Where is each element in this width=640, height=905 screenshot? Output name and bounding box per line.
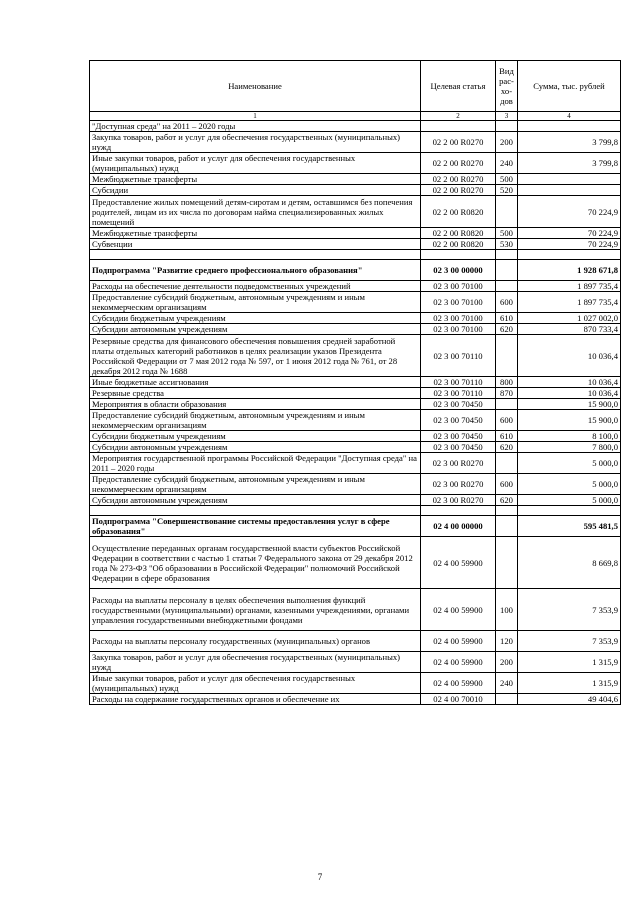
name-cell: Субвенции (90, 239, 421, 250)
table-row (90, 377, 621, 388)
expense-type-cell: 800 (496, 377, 518, 388)
sum-cell: 49 404,6 (518, 694, 621, 705)
table-row (90, 239, 621, 250)
target-code-cell: 02 3 00 70450 (421, 410, 496, 431)
sum-cell: 8 669,8 (518, 537, 621, 589)
table-row (90, 196, 621, 228)
table-row (90, 410, 621, 431)
expense-type-cell: 610 (496, 431, 518, 442)
expense-type-cell (496, 694, 518, 705)
sum-cell: 70 224,9 (518, 228, 621, 239)
column-number: 4 (518, 112, 621, 121)
sum-cell: 1 897 735,4 (518, 292, 621, 313)
expense-type-cell (496, 260, 518, 281)
name-cell: Закупка товаров, работ и услуг для обеспечения государственных (муниципальных) нужд (90, 652, 421, 673)
sum-cell (518, 185, 621, 196)
table-row (90, 673, 621, 694)
sum-cell: 10 036,4 (518, 335, 621, 377)
column-number-row (90, 112, 621, 121)
sum-cell: 7 353,9 (518, 589, 621, 631)
name-cell: Мероприятия в области образования (90, 399, 421, 410)
sum-cell: 70 224,9 (518, 239, 621, 250)
sum-cell (518, 121, 621, 132)
target-code-cell: 02 3 00 70100 (421, 281, 496, 292)
table-row (90, 431, 621, 442)
expense-type-cell (496, 196, 518, 228)
table-row (90, 132, 621, 153)
header-target: Целевая статья (421, 61, 496, 112)
target-code-cell: 02 4 00 59900 (421, 631, 496, 652)
expense-type-cell: 240 (496, 153, 518, 174)
expense-type-cell: 600 (496, 474, 518, 495)
sum-cell: 5 000,0 (518, 474, 621, 495)
header-type: Вид рас-хо-дов (496, 61, 518, 112)
table-row (90, 631, 621, 652)
expense-type-cell (496, 537, 518, 589)
target-code-cell: 02 4 00 59900 (421, 537, 496, 589)
name-cell: Субсидии автономным учреждениям (90, 495, 421, 506)
target-code-cell: 02 4 00 00000 (421, 516, 496, 537)
sum-cell: 8 100,0 (518, 431, 621, 442)
column-number: 3 (496, 112, 518, 121)
table-row (90, 388, 621, 399)
target-code-cell: 02 3 00 70110 (421, 335, 496, 377)
name-cell: Подпрограмма "Совершенствование системы предоставления услуг в сфере образования" (90, 516, 421, 537)
expense-type-cell (496, 399, 518, 410)
sum-cell (518, 174, 621, 185)
target-code-cell: 02 3 00 70100 (421, 292, 496, 313)
expense-type-cell (496, 281, 518, 292)
table-row (90, 442, 621, 453)
header-sum: Сумма, тыс. рублей (518, 61, 621, 112)
name-cell: "Доступная среда" на 2011 – 2020 годы (90, 121, 421, 132)
sum-cell: 15 900,0 (518, 410, 621, 431)
column-number: 2 (421, 112, 496, 121)
sum-cell: 3 799,8 (518, 132, 621, 153)
target-code-cell: 02 3 00 70450 (421, 431, 496, 442)
table-row (90, 174, 621, 185)
name-cell: Предоставление жилых помещений детям-сиротам и детям, оставшимся без попечения родителей, лицам из их числа по договорам найма специализированных жилых помещений (90, 196, 421, 228)
spacer-row (90, 506, 621, 516)
target-code-cell: 02 3 00 70450 (421, 399, 496, 410)
name-cell: Межбюджетные трансферты (90, 174, 421, 185)
sum-cell: 870 733,4 (518, 324, 621, 335)
expense-type-cell: 620 (496, 324, 518, 335)
name-cell: Мероприятия государственной программы Российской Федерации "Доступная среда" на 2011 – 2020 годы (90, 453, 421, 474)
expense-type-cell: 600 (496, 292, 518, 313)
expense-type-cell: 200 (496, 132, 518, 153)
table-row (90, 292, 621, 313)
spacer-cell (421, 506, 496, 516)
name-cell: Иные закупки товаров, работ и услуг для обеспечения государственных (муниципальных) нужд (90, 673, 421, 694)
expense-type-cell: 870 (496, 388, 518, 399)
budget-table (89, 60, 621, 705)
name-cell: Расходы на выплаты персоналу государственных (муниципальных) органов (90, 631, 421, 652)
subprogram-row (90, 516, 621, 537)
table-row (90, 121, 621, 132)
name-cell: Субсидии бюджетным учреждениям (90, 313, 421, 324)
expense-type-cell (496, 516, 518, 537)
target-code-cell: 02 2 00 R0270 (421, 153, 496, 174)
name-cell: Субсидии бюджетным учреждениям (90, 431, 421, 442)
name-cell: Предоставление субсидий бюджетным, автономным учреждениям и иным некоммерческим организациям (90, 292, 421, 313)
expense-type-cell: 610 (496, 313, 518, 324)
table-row (90, 474, 621, 495)
target-code-cell: 02 4 00 70010 (421, 694, 496, 705)
name-cell: Резервные средства (90, 388, 421, 399)
sum-cell: 595 481,5 (518, 516, 621, 537)
spacer-cell (90, 250, 421, 260)
spacer-cell (421, 250, 496, 260)
table-row (90, 694, 621, 705)
header-name: Наименование (90, 61, 421, 112)
target-code-cell: 02 2 00 R0820 (421, 196, 496, 228)
sum-cell: 15 900,0 (518, 399, 621, 410)
expense-type-cell: 120 (496, 631, 518, 652)
target-code-cell: 02 3 00 70110 (421, 377, 496, 388)
table-row (90, 453, 621, 474)
subprogram-row (90, 260, 621, 281)
name-cell: Межбюджетные трансферты (90, 228, 421, 239)
table-row (90, 153, 621, 174)
target-code-cell: 02 4 00 59900 (421, 589, 496, 631)
table-row (90, 495, 621, 506)
target-code-cell: 02 3 00 70100 (421, 313, 496, 324)
name-cell: Иные закупки товаров, работ и услуг для обеспечения государственных (муниципальных) нужд (90, 153, 421, 174)
table-row (90, 313, 621, 324)
sum-cell: 10 036,4 (518, 388, 621, 399)
name-cell: Иные бюджетные ассигнования (90, 377, 421, 388)
sum-cell: 1 315,9 (518, 673, 621, 694)
expense-type-cell: 500 (496, 174, 518, 185)
spacer-row (90, 250, 621, 260)
sum-cell: 1 928 671,8 (518, 260, 621, 281)
name-cell: Расходы на содержание государственных органов и обеспечение их (90, 694, 421, 705)
sum-cell: 1 315,9 (518, 652, 621, 673)
sum-cell: 7 353,9 (518, 631, 621, 652)
expense-type-cell: 520 (496, 185, 518, 196)
column-number: 1 (90, 112, 421, 121)
expense-type-cell: 240 (496, 673, 518, 694)
table-row (90, 399, 621, 410)
table-row (90, 228, 621, 239)
page-number: 7 (317, 872, 323, 882)
sum-cell: 7 800,0 (518, 442, 621, 453)
table-row (90, 589, 621, 631)
sum-cell: 10 036,4 (518, 377, 621, 388)
name-cell: Осуществление переданных органам государственной власти субъектов Российской Федерации в соответствии с частью 1 статьи 7 Федерального закона от 29 декабря 2012 года № 273-ФЗ "Об образовании в Российской Федерации" полномочий Российской Федерации в сфере образования (90, 537, 421, 589)
table-header-row (90, 61, 621, 112)
name-cell: Подпрограмма "Развитие среднего профессионального образования" (90, 260, 421, 281)
sum-cell: 5 000,0 (518, 453, 621, 474)
expense-type-cell: 530 (496, 239, 518, 250)
spacer-cell (496, 506, 518, 516)
target-code-cell: 02 4 00 59900 (421, 673, 496, 694)
expense-type-cell: 620 (496, 442, 518, 453)
target-code-cell: 02 2 00 R0270 (421, 174, 496, 185)
expense-type-cell: 620 (496, 495, 518, 506)
sum-cell: 70 224,9 (518, 196, 621, 228)
expense-type-cell: 100 (496, 589, 518, 631)
expense-type-cell (496, 121, 518, 132)
table-row (90, 335, 621, 377)
target-code-cell: 02 3 00 R0270 (421, 495, 496, 506)
spacer-cell (90, 506, 421, 516)
name-cell: Резервные средства для финансового обеспечения повышения средней заработной платы отдельных категорий работников в целях реализации указов Президента Российской Федерации от 7 мая 2012 года № 597, от 1 июня 2012 года № 761, от 28 декабря 2012 года № 1688 (90, 335, 421, 377)
target-code-cell: 02 3 00 70100 (421, 324, 496, 335)
target-code-cell: 02 3 00 R0270 (421, 474, 496, 495)
sum-cell: 5 000,0 (518, 495, 621, 506)
table-row (90, 185, 621, 196)
target-code-cell (421, 121, 496, 132)
name-cell: Расходы на обеспечение деятельности подведомственных учреждений (90, 281, 421, 292)
name-cell: Предоставление субсидий бюджетным, автономным учреждениям и иным некоммерческим организациям (90, 474, 421, 495)
target-code-cell: 02 2 00 R0820 (421, 239, 496, 250)
table-row (90, 281, 621, 292)
target-code-cell: 02 4 00 59900 (421, 652, 496, 673)
expense-type-cell: 500 (496, 228, 518, 239)
target-code-cell: 02 3 00 70110 (421, 388, 496, 399)
spacer-cell (518, 250, 621, 260)
target-code-cell: 02 3 00 70450 (421, 442, 496, 453)
sum-cell: 1 027 002,0 (518, 313, 621, 324)
sum-cell: 1 897 735,4 (518, 281, 621, 292)
expense-type-cell: 200 (496, 652, 518, 673)
spacer-cell (496, 250, 518, 260)
name-cell: Закупка товаров, работ и услуг для обеспечения государственных (муниципальных) нужд (90, 132, 421, 153)
target-code-cell: 02 2 00 R0270 (421, 132, 496, 153)
expense-type-cell (496, 335, 518, 377)
target-code-cell: 02 3 00 R0270 (421, 453, 496, 474)
name-cell: Субсидии (90, 185, 421, 196)
target-code-cell: 02 2 00 R0820 (421, 228, 496, 239)
table-row (90, 324, 621, 335)
target-code-cell: 02 3 00 00000 (421, 260, 496, 281)
name-cell: Субсидии автономным учреждениям (90, 324, 421, 335)
sum-cell: 3 799,8 (518, 153, 621, 174)
name-cell: Субсидии автономным учреждениям (90, 442, 421, 453)
expense-type-cell (496, 453, 518, 474)
spacer-cell (518, 506, 621, 516)
table-row (90, 537, 621, 589)
table-row (90, 652, 621, 673)
name-cell: Расходы на выплаты персоналу в целях обеспечения выполнения функций государственными (муниципальными) органами, казенными учреждениями, органами управления государственными внебюджетными фондами (90, 589, 421, 631)
name-cell: Предоставление субсидий бюджетным, автономным учреждениям и иным некоммерческим организациям (90, 410, 421, 431)
expense-type-cell: 600 (496, 410, 518, 431)
target-code-cell: 02 2 00 R0270 (421, 185, 496, 196)
